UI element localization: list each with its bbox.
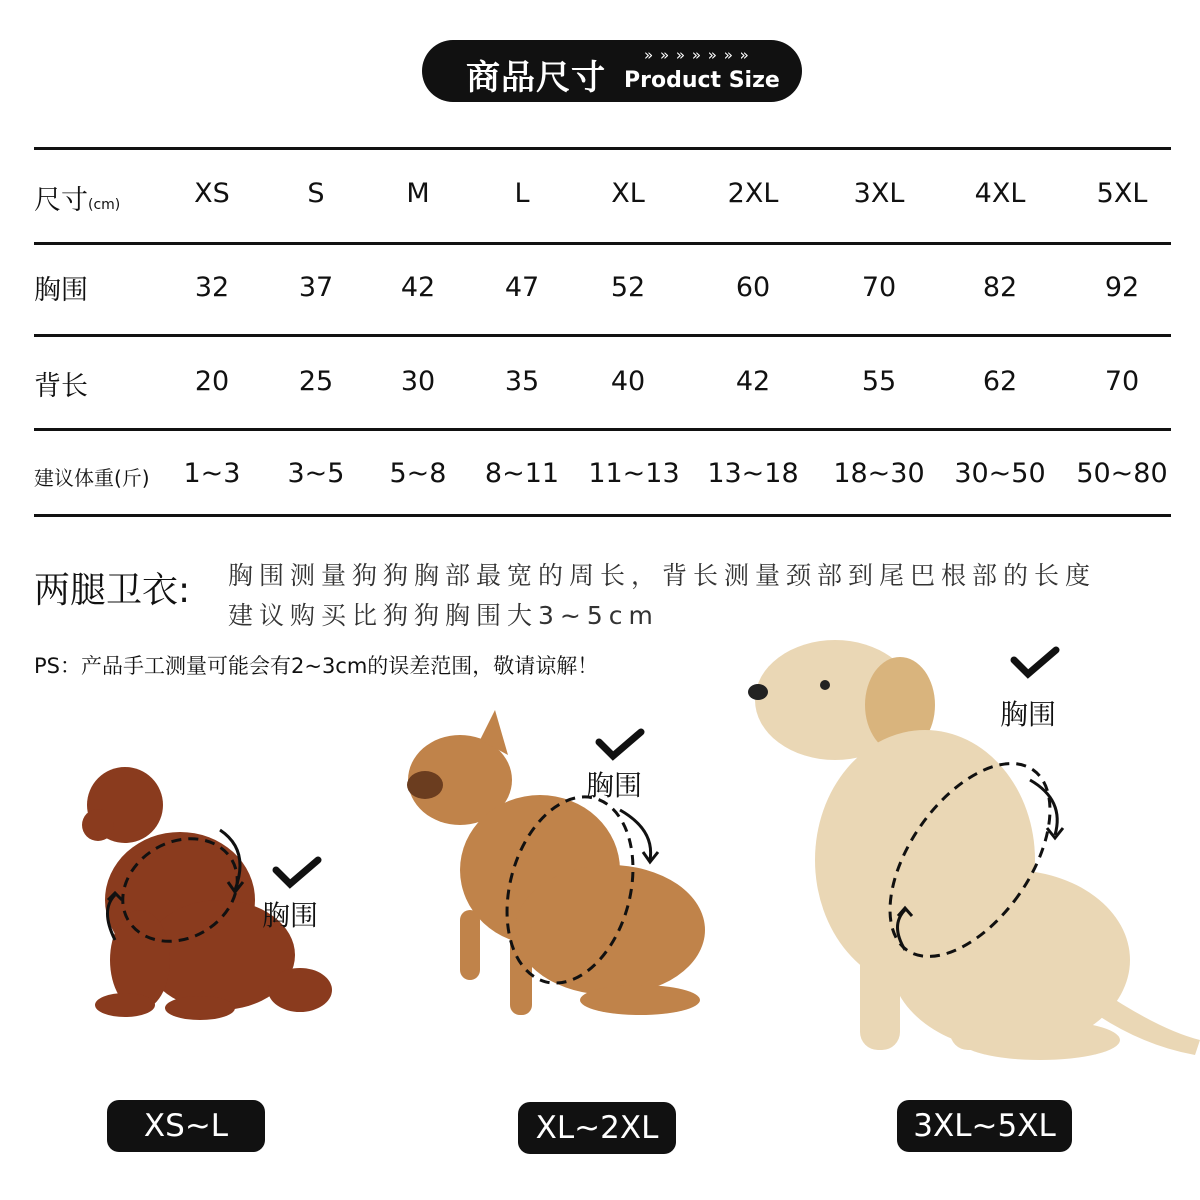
table-line xyxy=(34,428,1171,431)
chest-label-poodle: 胸围 xyxy=(262,899,319,932)
table-cell: 30 xyxy=(400,366,436,397)
table-cell: 11~13 xyxy=(588,458,680,489)
measurement-note-line2: 建议购买比狗狗胸围大3~5cm xyxy=(228,601,659,630)
size-2xl: 2XL xyxy=(727,178,779,209)
table-cell: 30~50 xyxy=(954,458,1046,489)
table-cell: 13~18 xyxy=(707,458,799,489)
table-cell: 50~80 xyxy=(1076,458,1168,489)
ps-disclaimer: PS：产品手工测量可能会有2~3cm的误差范围，敬请谅解！ xyxy=(34,654,599,678)
size-m: M xyxy=(406,178,430,209)
table-cell: 25 xyxy=(298,366,334,397)
title-banner xyxy=(422,40,802,102)
size-range-badge-small: XS~L xyxy=(107,1100,265,1152)
title-english: Product Size xyxy=(624,68,780,93)
product-type-label: 两腿卫衣: xyxy=(34,570,191,611)
table-line xyxy=(34,334,1171,337)
french-bulldog-icon xyxy=(400,700,720,1040)
table-cell: 60 xyxy=(735,272,771,303)
table-cell: 62 xyxy=(982,366,1018,397)
checkmark-icon xyxy=(272,856,322,890)
weight-row-label: 建议体重(斤) xyxy=(34,466,150,490)
table-cell: 5~8 xyxy=(389,458,447,489)
table-cell: 37 xyxy=(298,272,334,303)
chevrons-icon: » » » » » » » xyxy=(644,46,750,64)
poodle-icon xyxy=(70,750,350,1030)
size-header-label: 尺寸(cm) xyxy=(34,185,121,216)
table-cell: 3~5 xyxy=(287,458,345,489)
size-xs: XS xyxy=(194,178,230,209)
table-cell: 82 xyxy=(982,272,1018,303)
chest-label-bulldog: 胸围 xyxy=(586,769,643,802)
measurement-note-line1: 胸围测量狗狗胸部最宽的周长，背长测量颈部到尾巴根部的长度 xyxy=(228,561,1097,590)
size-xl: XL xyxy=(611,178,645,209)
size-range-badge-medium: XL~2XL xyxy=(518,1102,676,1154)
table-cell: 35 xyxy=(504,366,540,397)
table-cell: 42 xyxy=(735,366,771,397)
table-cell: 92 xyxy=(1104,272,1140,303)
table-cell: 42 xyxy=(400,272,436,303)
table-line-bottom xyxy=(34,514,1171,517)
size-4xl: 4XL xyxy=(974,178,1026,209)
checkmark-icon xyxy=(595,728,645,762)
table-cell: 52 xyxy=(610,272,646,303)
table-cell: 1~3 xyxy=(183,458,241,489)
table-cell: 47 xyxy=(504,272,540,303)
table-cell: 70 xyxy=(1104,366,1140,397)
table-cell: 18~30 xyxy=(833,458,925,489)
table-cell: 40 xyxy=(610,366,646,397)
table-cell: 70 xyxy=(861,272,897,303)
size-s: S xyxy=(307,178,325,209)
table-line-top xyxy=(34,147,1171,150)
table-cell: 8~11 xyxy=(484,458,560,489)
size-5xl: 5XL xyxy=(1096,178,1148,209)
chest-row-label: 胸围 xyxy=(34,275,88,306)
checkmark-icon xyxy=(1010,646,1060,680)
table-cell: 20 xyxy=(194,366,230,397)
table-line xyxy=(34,242,1171,245)
table-cell: 32 xyxy=(194,272,230,303)
size-l: L xyxy=(514,178,530,209)
size-range-badge-large: 3XL~5XL xyxy=(897,1100,1072,1152)
golden-retriever-icon xyxy=(740,630,1200,1080)
size-3xl: 3XL xyxy=(853,178,905,209)
back-length-row-label: 背长 xyxy=(34,371,88,402)
chest-label-retriever: 胸围 xyxy=(1000,698,1057,731)
title-chinese: 商品尺寸 xyxy=(466,58,606,98)
table-cell: 55 xyxy=(861,366,897,397)
